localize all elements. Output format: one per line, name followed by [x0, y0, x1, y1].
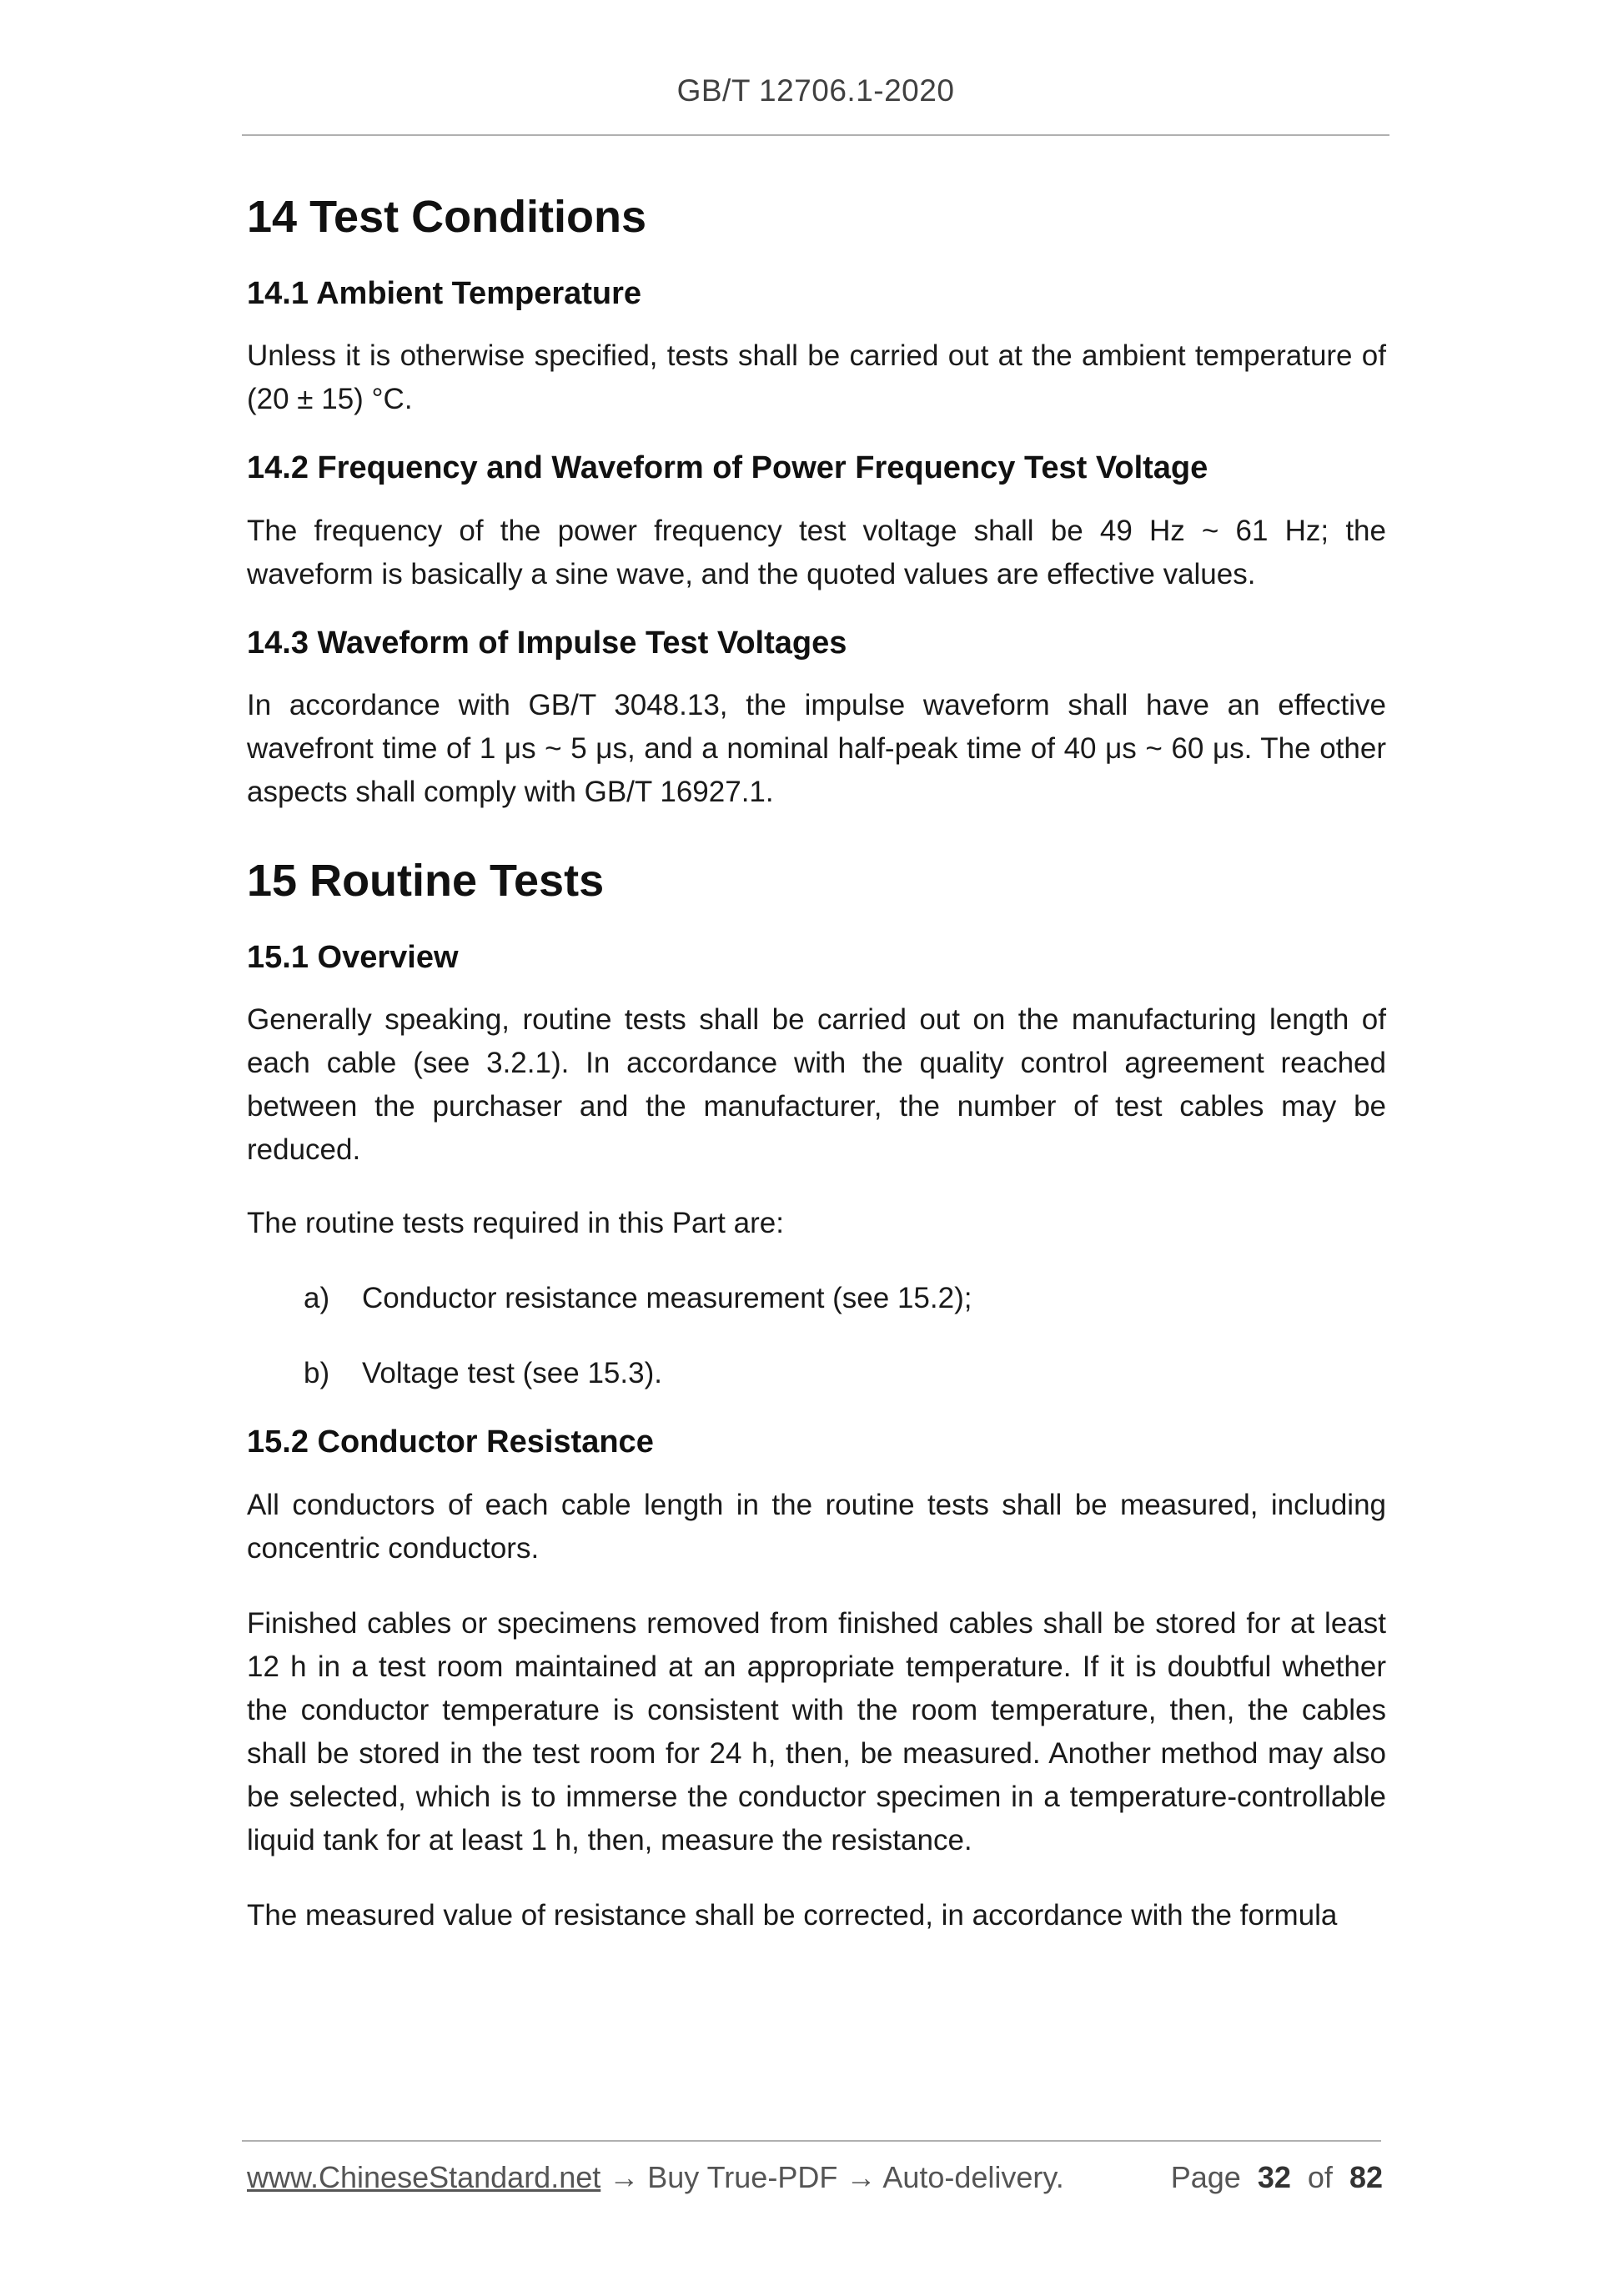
page-header: GB/T 12706.1-2020: [676, 73, 955, 108]
footer-promo: [247, 2160, 1064, 2195]
list-item-marker: a): [304, 1282, 330, 1315]
section-14-1-title: 14.1 Ambient Temperature: [247, 275, 642, 311]
total-pages: 82: [1349, 2160, 1383, 2194]
section-15-1-paragraph: Generally speaking, routine tests shall be carried out on the manufacturing length of each cable (see 3.2.1). In accordance with the quality control agreement reached between the purchaser and the manufacturer, the number of test cables may be reduced.: [247, 1003, 1386, 1167]
section-15-1-title: 15.1 Overview: [247, 939, 459, 975]
list-item-marker: b): [304, 1357, 330, 1390]
section-14-2-title: 14.2 Frequency and Waveform of Power Frequency Test Voltage: [247, 450, 1208, 486]
list-item-text: Voltage test (see 15.3).: [362, 1357, 662, 1390]
section-15-2-paragraph-2: Finished cables or specimens removed from finished cables shall be stored for at least 12 h in a test room maintained at an appropriate temperature. If it is doubtful whether the conductor temperature is consistent with the room temperature, then, the cables shall be stored in the test room for 24 h, then, be measured. Another method may also be selected, which is to immerse the conductor specimen in a temperature-controllable liquid tank for at least 1 h, then, measure the resistance.: [247, 1606, 1386, 1856]
section-15-2-title: 15.2 Conductor Resistance: [247, 1424, 654, 1460]
header-divider: [242, 134, 1389, 136]
section-14-title: 14 Test Conditions: [247, 192, 647, 242]
section-15-title: 15 Routine Tests: [247, 855, 605, 906]
section-14-3-title: 14.3 Waveform of Impulse Test Voltages: [247, 625, 847, 661]
section-14-3-paragraph: In accordance with GB/T 3048.13, the impulse waveform shall have an effective wavefront time of 1 μs ~ 5 μs, and a nominal half-peak time of 40 μs ~ 60 μs. The other aspects shall comply with GB/T 16927.1.: [247, 688, 1386, 808]
list-item: [247, 1277, 1386, 1320]
list-item: [247, 1352, 1386, 1395]
section-14-1-paragraph: Unless it is otherwise specified, tests shall be carried out at the ambient temperature of (20 ± 15) °C.: [247, 339, 1386, 416]
section-14-2-paragraph: The frequency of the power frequency test voltage shall be 49 Hz ~ 61 Hz; the waveform is basically a sine wave, and the quoted values are effective values.: [247, 514, 1386, 590]
page-content: [247, 190, 1386, 1937]
list-item-text: Conductor resistance measurement (see 15.2);: [362, 1282, 972, 1315]
section-15-1-intro: The routine tests required in this Part are:: [247, 1207, 784, 1240]
current-page: 32: [1257, 2160, 1291, 2194]
section-15-2-paragraph-3: The measured value of resistance shall be corrected, in accordance with the formula: [247, 1898, 1338, 1932]
footer-promo-text: → Buy True-PDF → Auto-delivery.: [600, 2160, 1064, 2194]
section-15-2-paragraph-1: All conductors of each cable length in the routine tests shall be measured, including concentric conductors.: [247, 1488, 1386, 1565]
footer-divider: [242, 2140, 1381, 2142]
page-number: Page 32 of 82: [1170, 2160, 1383, 2194]
website-link[interactable]: www.ChineseStandard.net: [247, 2160, 601, 2194]
page-footer: [247, 2160, 1383, 2195]
